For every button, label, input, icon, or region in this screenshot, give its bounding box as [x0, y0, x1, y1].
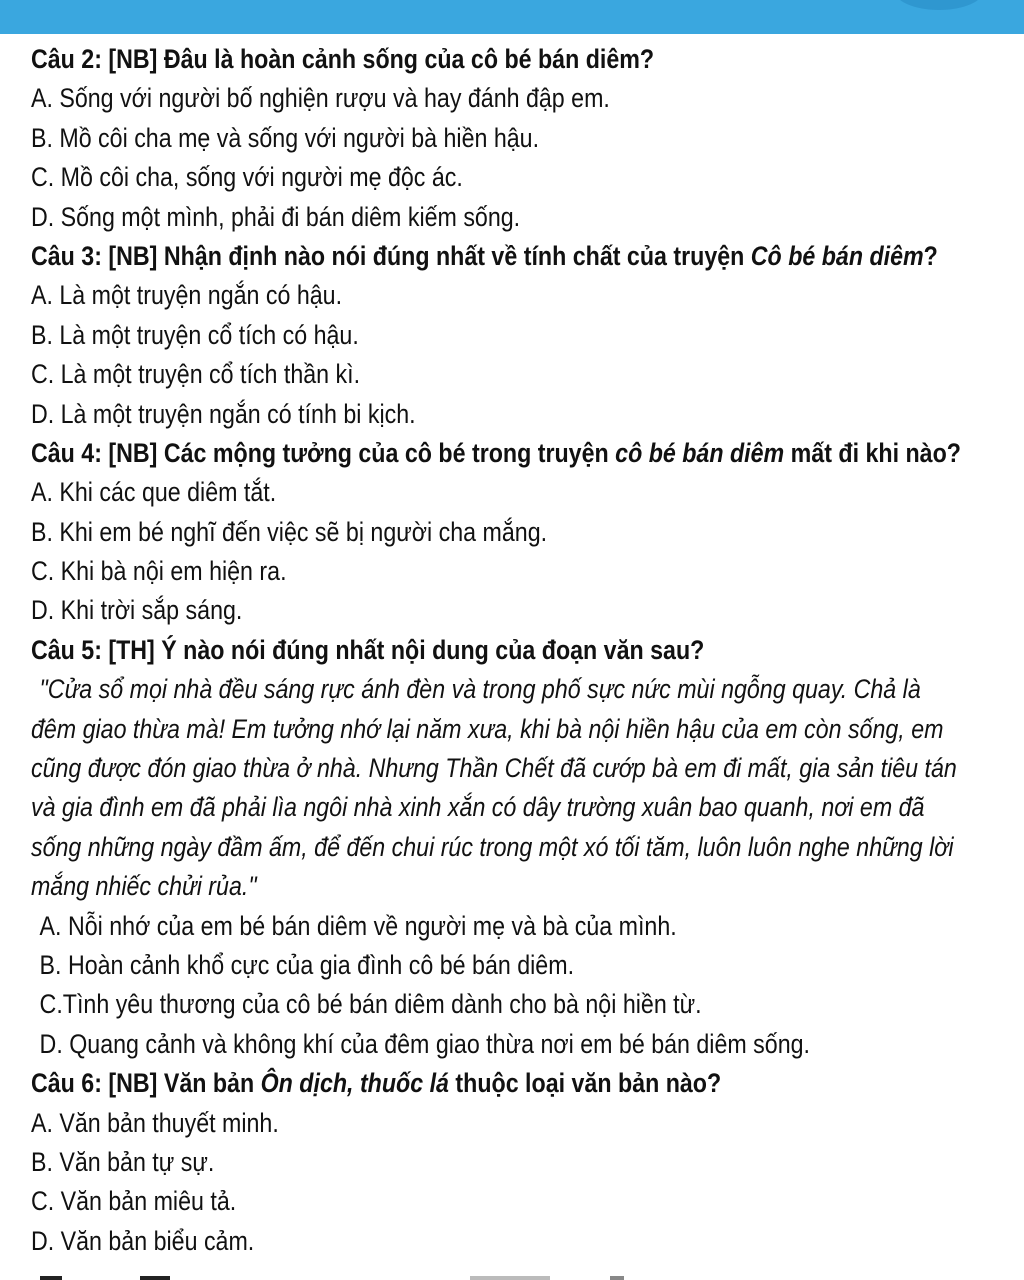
- question-4-option-b: B. Khi em bé nghĩ đến việc sẽ bị người cha mắng.: [30, 516, 548, 547]
- question-3-option-b: B. Là một truyện cổ tích có hậu.: [30, 319, 359, 350]
- question-2-option-c: C. Mồ côi cha, sống với người mẹ độc ác.: [30, 162, 463, 193]
- passage-line-1: "Cửa sổ mọi nhà đều sáng rực ánh đèn và trong phố sực nức mùi ngỗng quay. Chả là: [39, 674, 921, 705]
- question-4-option-d: D. Khi trời sắp sáng.: [30, 595, 243, 626]
- question-6-option-d: D. Văn bản biểu cảm.: [30, 1225, 255, 1256]
- question-6-option-c: C. Văn bản miêu tả.: [30, 1186, 237, 1217]
- question-6-option-a: A. Văn bản thuyết minh.: [30, 1107, 279, 1138]
- document-body: [0, 40, 1024, 1261]
- question-2-option-a: A. Sống với người bố nghiện rượu và hay đánh đập em.: [30, 83, 610, 114]
- passage-line-3: cũng được đón giao thừa ở nhà. Nhưng Thần Chết đã cướp bà em đi mất, gia sản tiêu tán: [30, 753, 957, 784]
- question-4-option-c: C. Khi bà nội em hiện ra.: [30, 556, 287, 587]
- question-6-option-b: B. Văn bản tự sự.: [30, 1146, 215, 1177]
- top-bar-decoration: [894, 0, 984, 10]
- question-2-option-d: D. Sống một mình, phải đi bán diêm kiếm sống.: [30, 201, 521, 232]
- question-5-option-c: C.Tình yêu thương của cô bé bán diêm dành cho bà nội hiền từ.: [39, 989, 702, 1020]
- question-3-option-a: A. Là một truyện ngắn có hậu.: [30, 280, 343, 311]
- question-3-option-c: C. Là một truyện cổ tích thần kì.: [30, 359, 361, 390]
- passage-line-5: sống những ngày đầm ấm, để đến chui rúc trong một xó tối tăm, luôn luôn nghe những lời: [30, 831, 954, 862]
- top-bar: [0, 0, 1024, 34]
- passage-line-4: và gia đình em đã phải lìa ngôi nhà xinh xắn có dây trường xuân bao quanh, nơi em đã: [30, 792, 925, 823]
- question-3-title: Câu 3: [NB] Nhận định nào nói đúng nhất về tính chất của truyện Cô bé bán diêm?: [30, 240, 938, 271]
- question-5-option-a: A. Nỗi nhớ của em bé bán diêm về người mẹ và bà của mình.: [39, 910, 677, 941]
- question-4-option-a: A. Khi các que diêm tắt.: [30, 477, 277, 508]
- question-2-option-b: B. Mồ côi cha mẹ và sống với người bà hiền hậu.: [30, 122, 540, 153]
- question-6-title: Câu 6: [NB] Văn bản Ôn dịch, thuốc lá thuộc loại văn bản nào?: [30, 1068, 722, 1099]
- question-2-title: Câu 2: [NB] Đâu là hoàn cảnh sống của cô bé bán diêm?: [30, 44, 655, 74]
- question-5-title: Câu 5: [TH] Ý nào nói đúng nhất nội dung của đoạn văn sau?: [30, 634, 705, 665]
- cut-off-next-line: [0, 1268, 1024, 1280]
- question-4-title: Câu 4: [NB] Các mộng tưởng của cô bé trong truyện cô bé bán diêm mất đi khi nào?: [30, 437, 961, 468]
- question-5-option-d: D. Quang cảnh và không khí của đêm giao thừa nơi em bé bán diêm sống.: [39, 1028, 810, 1059]
- passage-line-2: đêm giao thừa mà! Em tưởng nhớ lại năm xưa, khi bà nội hiền hậu của em còn sống, em: [30, 713, 944, 744]
- question-5-option-b: B. Hoàn cảnh khổ cực của gia đình cô bé bán diêm.: [39, 949, 575, 980]
- passage-line-6: mắng nhiếc chửi rủa.": [30, 871, 257, 902]
- question-3-option-d: D. Là một truyện ngắn có tính bi kịch.: [30, 398, 416, 429]
